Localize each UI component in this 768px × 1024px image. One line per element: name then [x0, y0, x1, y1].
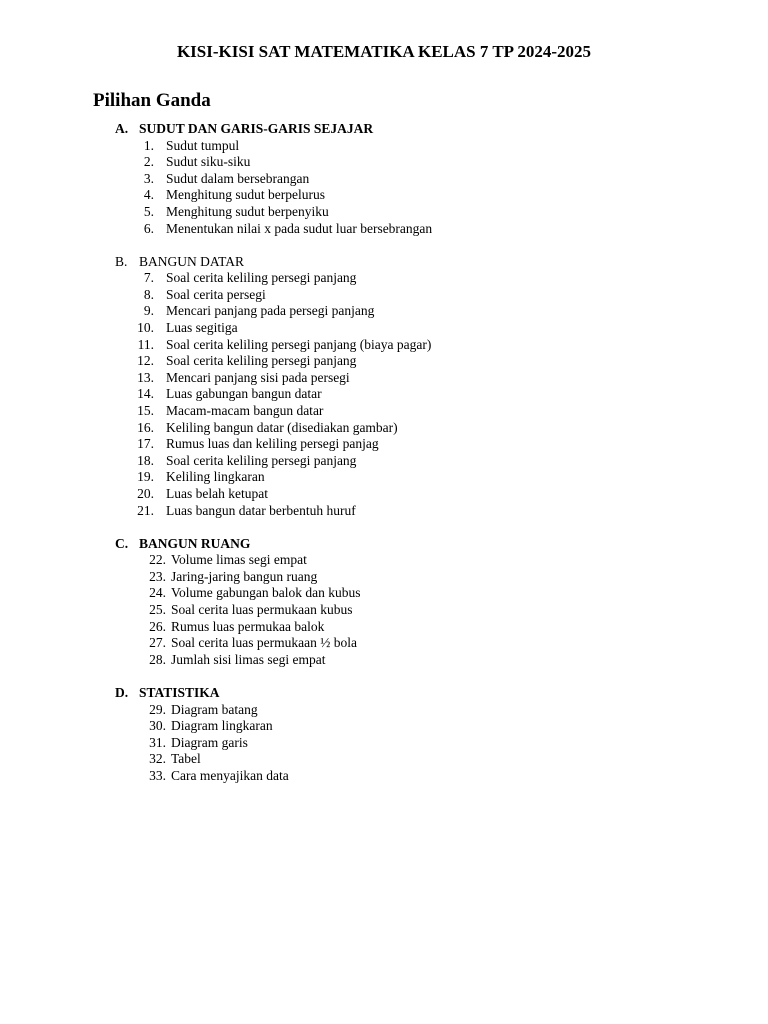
item-number: 33.: [149, 767, 166, 783]
item-text: Rumus luas permukaa balok: [171, 618, 325, 634]
item-text: Rumus luas dan keliling persegi panjag: [166, 436, 379, 452]
list-item: [0, 602, 768, 619]
list-item: [0, 569, 768, 586]
item-text: Soal cerita persegi: [166, 286, 266, 302]
group-name: SUDUT DAN GARIS-GARIS SEJAJAR: [139, 121, 374, 136]
list-item: [0, 768, 768, 785]
item-text: Diagram batang: [171, 701, 258, 717]
item-text: Soal cerita keliling persegi panjang: [166, 353, 357, 369]
list-item: [0, 386, 768, 403]
group-name: BANGUN DATAR: [139, 253, 245, 269]
item-number: 5.: [143, 203, 154, 219]
item-text: Keliling lingkaran: [166, 469, 265, 485]
item-text: Cara menyajikan data: [171, 767, 289, 783]
item-text: Soal cerita keliling persegi panjang: [166, 270, 357, 286]
topic-group-c: [0, 536, 768, 669]
item-text: Soal cerita luas permukaan kubus: [171, 602, 353, 618]
list-item: [0, 204, 768, 221]
item-text: Menghitung sudut berpelurus: [166, 187, 325, 203]
group-letter: A.: [115, 121, 129, 136]
item-number: 9.: [143, 303, 154, 319]
list-item: [0, 420, 768, 437]
list-item: [0, 718, 768, 735]
item-text: Soal cerita keliling persegi panjang (biaya pagar): [166, 336, 432, 352]
topic-group-a: [0, 121, 768, 237]
list-item: [0, 635, 768, 652]
list-item: [0, 469, 768, 486]
list-item: [0, 303, 768, 320]
list-item: [0, 486, 768, 503]
list-item: [0, 503, 768, 520]
item-number: 12.: [137, 353, 154, 369]
item-text: Menghitung sudut berpenyiku: [166, 203, 329, 219]
item-number: 31.: [149, 734, 166, 750]
list-item: [0, 221, 768, 238]
topic-group-d: [0, 685, 768, 785]
list-item: [0, 171, 768, 188]
item-number: 1.: [143, 137, 154, 153]
list-item: [0, 585, 768, 602]
item-number: 32.: [149, 751, 166, 767]
item-text: Jaring-jaring bangun ruang: [171, 568, 318, 584]
item-number: 15.: [137, 403, 154, 418]
item-number: 23.: [149, 568, 166, 584]
item-text: Jumlah sisi limas segi empat: [171, 651, 326, 667]
group-header: [0, 685, 768, 702]
item-text: Menentukan nilai x pada sudut luar bersebrangan: [166, 220, 433, 236]
item-text: Mencari panjang sisi pada persegi: [166, 369, 350, 385]
list-item: [0, 619, 768, 636]
list-item: [0, 702, 768, 719]
section-title: Pilihan Ganda: [93, 90, 211, 111]
list-item: [0, 337, 768, 354]
item-number: 22.: [149, 552, 166, 568]
item-text: Mencari panjang pada persegi panjang: [166, 303, 375, 319]
item-text: Sudut tumpul: [166, 137, 240, 153]
item-text: Soal cerita luas permukaan ½ bola: [171, 635, 357, 651]
group-name: BANGUN RUANG: [139, 535, 251, 551]
list-item: [0, 270, 768, 287]
list-item: [0, 353, 768, 370]
item-number: 6.: [143, 220, 154, 236]
item-number: 18.: [137, 452, 154, 468]
item-number: 3.: [143, 170, 154, 186]
group-name: STATISTIKA: [139, 684, 220, 700]
topic-groups: [0, 121, 768, 801]
item-text: Sudut dalam bersebrangan: [166, 170, 310, 186]
list-item: [0, 436, 768, 453]
item-text: Volume limas segi empat: [171, 552, 307, 568]
item-number: 2.: [143, 154, 154, 170]
item-number: 4.: [143, 187, 154, 203]
item-number: 25.: [149, 602, 166, 618]
item-number: 20.: [137, 485, 154, 501]
item-number: 24.: [149, 585, 166, 601]
item-text: Volume gabungan balok dan kubus: [171, 585, 361, 601]
list-item: [0, 138, 768, 155]
document-title: KISI-KISI SAT MATEMATIKA KELAS 7 TP 2024-2025: [176, 42, 592, 61]
item-number: 26.: [149, 618, 166, 634]
group-header: [0, 536, 768, 553]
list-item: [0, 453, 768, 470]
list-item: [0, 187, 768, 204]
item-number: 16.: [137, 419, 154, 435]
item-number: 11.: [137, 336, 154, 352]
group-header: [0, 254, 768, 271]
topic-group-b: [0, 254, 768, 520]
list-item: [0, 552, 768, 569]
item-text: Macam-macam bangun datar: [166, 403, 324, 418]
list-item: [0, 751, 768, 768]
item-number: 21.: [137, 502, 154, 518]
list-item: [0, 287, 768, 304]
item-text: Diagram lingkaran: [171, 718, 273, 734]
item-number: 13.: [137, 369, 154, 385]
item-text: Tabel: [171, 751, 201, 767]
item-text: Luas gabungan bangun datar: [166, 386, 322, 402]
list-item: [0, 370, 768, 387]
item-number: 17.: [137, 436, 154, 452]
list-item: [0, 320, 768, 337]
item-text: Luas bangun datar berbentuh huruf: [166, 502, 356, 518]
item-number: 28.: [149, 651, 166, 667]
item-text: Diagram garis: [171, 734, 248, 750]
item-text: Sudut siku-siku: [166, 154, 251, 170]
item-text: Soal cerita keliling persegi panjang: [166, 452, 357, 468]
list-item: [0, 154, 768, 171]
group-letter: B.: [115, 253, 128, 269]
item-text: Luas segitiga: [166, 320, 238, 336]
item-text: Luas belah ketupat: [166, 485, 268, 501]
item-number: 19.: [137, 469, 154, 485]
group-letter: C.: [115, 535, 129, 551]
item-number: 27.: [149, 635, 166, 651]
list-item: [0, 652, 768, 669]
list-item: [0, 403, 768, 420]
item-text: Keliling bangun datar (disediakan gambar): [166, 419, 398, 435]
group-letter: D.: [115, 684, 129, 700]
item-number: 8.: [143, 286, 154, 302]
item-number: 7.: [143, 270, 154, 286]
item-number: 29.: [149, 701, 166, 717]
group-header: [0, 121, 768, 138]
list-item: [0, 735, 768, 752]
item-number: 30.: [149, 718, 166, 734]
item-number: 10.: [137, 320, 154, 336]
item-number: 14.: [137, 386, 154, 402]
